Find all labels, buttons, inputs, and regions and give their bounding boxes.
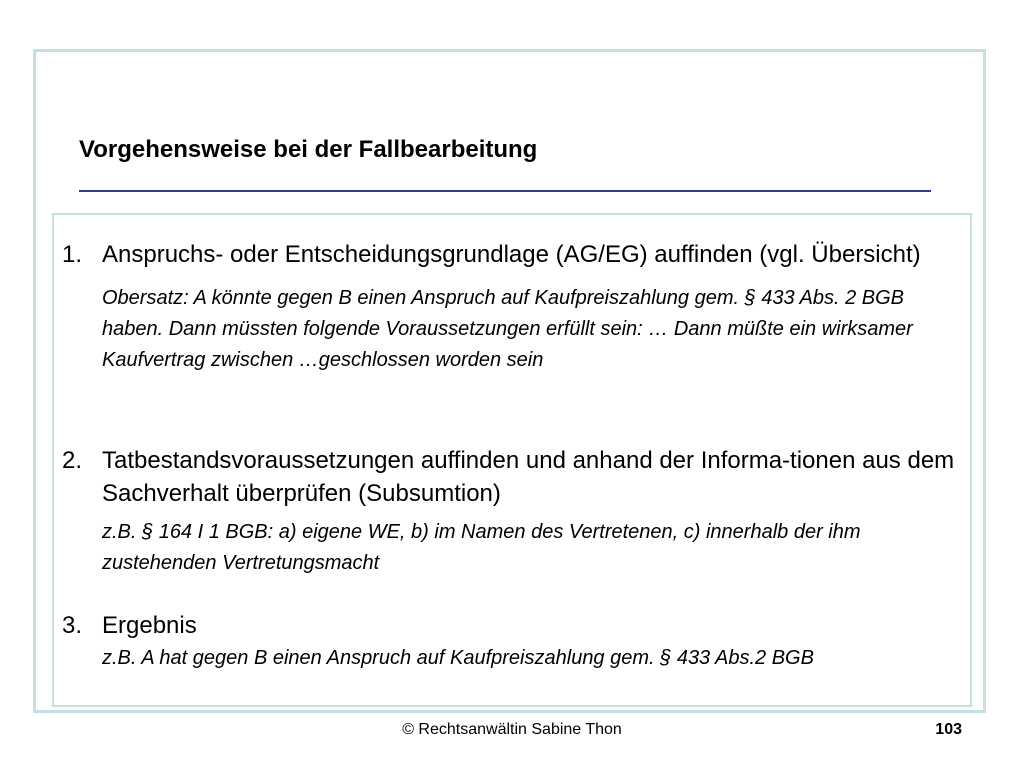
title-underline xyxy=(79,190,931,192)
slide-title: Vorgehensweise bei der Fallbearbeitung xyxy=(79,136,538,163)
item-heading: Ergebnis xyxy=(102,612,197,639)
item-heading: Anspruchs- oder Entscheidungsgrundlage (AG/EG) auffinden (vgl. Übersicht) xyxy=(102,241,921,268)
item-example: z.B. A hat gegen B einen Anspruch auf Kaufpreiszahlung gem. § 433 Abs.2 BGB xyxy=(102,647,814,669)
item-example: z.B. § 164 I 1 BGB: a) eigene WE, b) im Namen des Vertretenen, c) innerhalb der ihm zustehenden Vertretungsmacht xyxy=(102,521,861,574)
item-example: Obersatz: A könnte gegen B einen Anspruch auf Kaufpreiszahlung gem. § 433 Abs. 2 BGB haben. Dann müssten folgende Voraussetzungen erfüllt sein: … Dann müßte ein wirksamer Kaufvertrag zwischen …geschlossen worden sein xyxy=(102,287,913,371)
footer-copyright: © Rechtsanwältin Sabine Thon xyxy=(402,721,622,738)
page-number: 103 xyxy=(935,721,962,738)
list-item xyxy=(62,236,962,376)
item-heading: Tatbestandsvoraussetzungen auffinden und anhand der Informa-tionen aus dem Sachverhalt überprüfen (Subsumtion) xyxy=(102,447,955,507)
item-number: 3. xyxy=(62,612,83,639)
list-item xyxy=(62,444,962,579)
item-number: 1. xyxy=(62,241,83,268)
item-number: 2. xyxy=(62,447,83,474)
list-item xyxy=(62,608,962,673)
